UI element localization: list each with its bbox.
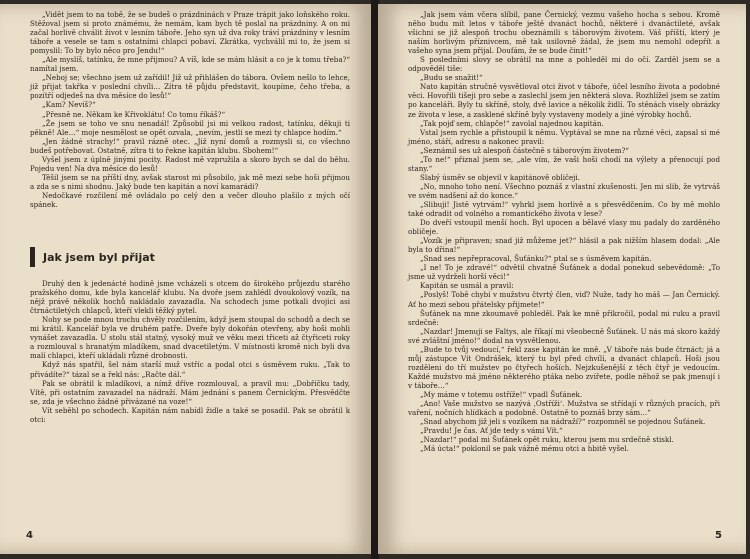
paragraph: Vít seběhl po schodech. Kapitán nám nabídl židle a také se posadil. Pak se obrátil k otci:	[30, 405, 350, 424]
paragraph: Pak se obrátil k mladíkovi, a nímž dříve rozmlouval, a pravil mu: „Dobříčku tady, Vítě, při ostatním zavazadel na nádraží. Mám jednání s panem Černickým. Přesvědčte se, zda je všechno žádné přivázané na voze!“	[30, 378, 350, 406]
paragraph: Nohy se pode mnou trochu chvěly rozčilením, když jsem stoupal do schodů a dech se mi krátil. Kancelář byla ve druhém patře. Dveře byly dokořán otevřeny, aby hoši mohli vynášet zavazadla. U stolu stál statný, vysoký muž ve věku mezi třiceti až čtyřiceti roky a rozmlouval s hranatým mladíkem, snad dvacetiletým. V místnosti kromě nich byli dva malí chlapci, kteří ukládali různé drobnosti.	[30, 315, 350, 361]
paragraph: „Nazdar! Jmenuji se Faltys, ale říkají mi všeobecně Šuťánek. U nás má skoro každý své zvláštní jméno!“ dodal na vysvětlenou.	[408, 326, 720, 345]
paragraph: „Nazdar!“ podal mi Šuťánek opět ruku, kterou jsem mu srdečně stiskl.	[420, 435, 674, 445]
paragraph: „Kam? Nevíš?“	[42, 100, 96, 110]
paragraph: Když nás spatřil, šel nám starší muž vstříc a podal otci s úsměvem ruku. „Tak to přivádíte?“ tázal se a řekl nás: „Račte dál.“	[30, 360, 350, 379]
paragraph: Vstal jsem rychle a přistoupil k němu. Vyptával se mne na různé věci, zapsal si mé jméno, stáří, adresu a nakonec pravil:	[408, 127, 720, 146]
left-bottom-text	[30, 279, 350, 424]
paragraph: „Má úcta!“ poklonil se pak vážně mému otci a hbitě vyšel.	[420, 444, 629, 454]
paragraph: Druhý den k jedenácté hodině jsme vcházeli s otcem do širokého průjezdu starého pražského domu, kde byla kancelář klubu. Na dvoře jsem zahlédl dvoukolový vozík, na nějž právě několik hochů nakládalo zavazadla. Na schodech jsme potkali dvojici asi čtrnáctiletých chlapců, kteří vlekli těžký pytel.	[30, 279, 350, 316]
paragraph: „Slibuji! Jistě vytrvám!“ vyhrkl jsem horlivě a s přesvědčením. Co by mě mohlo také odradit od volného a romantického života v lese?	[408, 199, 720, 219]
paragraph: Vyšel jsem z úplně jinými pocity. Radost mě vzpružila a skoro bych se dal do běhu. Pojedu ven! Na dva měsíce do lesů!	[30, 154, 350, 173]
paragraph: Šuťánek na mne zkoumavě pohleděl. Pak ke mně přikročil, podal mi ruku a pravil srdečně:	[408, 308, 720, 327]
paragraph: „Neboj se; všechno jsem už zařídil! Již už přihlášen do tábora. Ovšem nešlo to lehce, již přijat takřka v poslední chvíli… Zítra tě půjdu představit, koupíme, čeho třeba, a pozítří odjedeš na dva měsíce do lesů!“	[30, 73, 350, 101]
paragraph: „Snad ses nepřepracoval, Šuťánku?“ ptal se s úsměvem kapitán.	[420, 254, 652, 264]
chapter-title: Jak jsem byl přijat	[43, 250, 155, 264]
page-number-right: 5	[715, 529, 722, 541]
paragraph: „Seznámil ses už alespoň částečně s táborovým životem?“	[420, 145, 629, 155]
paragraph: „Poslyš! Tobě chybí v mužstvu čtvrtý člen, viď? Nuže, tady ho máš — Jan Černický. Ať ho mezi sebou přátelsky přijmete!“	[408, 290, 720, 309]
paragraph: „Ale myslíš, tatínku, že mne přijmou? A víš, kde se mám hlásit a co je k tomu třeba?“ namítal jsem.	[30, 55, 350, 74]
paragraph: „Přesně ne. Někam ke Křivoklátu! Co tomu říkáš?“	[42, 109, 226, 119]
chapter-heading	[30, 247, 350, 267]
paragraph: „Že jsem se toho ve snu nenadál! Způsobil jsi mi velkou radost, tatínku, děkuji ti pěkně! Ale…“ moje nesmělost se opět ozvala, „nevím, jestli se mezi ty chlapce hodím.“	[30, 118, 350, 137]
paragraph: „Jen žádné strachy!“ pravil rázně otec. „Již nyní domů a rozmysli si, co všechno budeš potřebovat. Ostatně, zítra ti to řekne kapitán klubu. Sbohem!“	[30, 136, 350, 155]
left-page	[0, 4, 372, 554]
paragraph: „To ne!“ přiznal jsem se, „ale vím, že vaši hoši chodí na výlety a přenocují pod stany.“	[408, 154, 720, 173]
paragraph: Těšil jsem se na příští dny, avšak starost mi působilo, jak mě mezi sebe hoši přijmou a zda se s nimi shodnu. Jaký bude ten kapitán a noví kamarádi?	[30, 172, 350, 191]
paragraph: S posledními slovy se obrátil na mne a pohleděl mi do očí. Zarděl jsem se a odpověděl tiše:	[408, 55, 720, 74]
paragraph: „Budu se snažit!“	[420, 73, 483, 83]
left-top-text	[30, 10, 350, 209]
paragraph: „Vidět jsem to na tobě, že se budeš o prázdninách v Praze trápit jako loňského roku. Stěžoval jsem si proto známému, že nemám, kam bych tě poslal na prázdniny. A on mi začal horlivě chválit život v lesním táboře. Jeho syn už dva roky tráví prázdniny v lesním táboře a vesele se tam s ostatními chlapci pobaví. Zkrátka, vychválil mi to, že jsem si pomyslil: To by bylo něco pro Jendu!“	[30, 10, 350, 56]
paragraph: „I ne! To je zdravé!“ odvětil chvatně Šuťánek a dodal ponekud sebevědomě: „To jsme už vydrželi horší věci!“	[408, 263, 720, 282]
right-text	[408, 10, 720, 453]
paragraph: „Jak jsem vám včera slíbil, pane Černický, vezmu vašeho hocha s sebou. Kromě něho budu mít letos v táboře ještě dvanáct hochů, některé i dvanáctileté, avšak všichni se již alespoň trochu obeznámili s táborovým životem. Váš příští, který je naším horlivým příznivcem, mě tak usilovně žádal, že jsem mu nemohl odepřít a vašeho syna jsem přijal. Doufám, že se bude činit!“	[408, 10, 720, 56]
paragraph: „Tak pojď sem, chlapče!“ zavolal najednou kapitán.	[420, 118, 604, 128]
paragraph: Do dveří vstoupil menší hoch. Byl upocen a bělavé vlasy mu padaly do zarděného obličeje.	[408, 218, 720, 237]
paragraph: „My máme v totemu ostříže!“ vpadl Šuťánek.	[420, 389, 583, 399]
heading-bar-decoration	[30, 247, 35, 267]
paragraph: Nedočkavé rozčilení mě ovládalo po celý den a večer dlouho plašilo z mých očí spánek.	[30, 190, 350, 209]
page-number-left: 4	[26, 529, 33, 541]
paragraph: Slabý úsměv se objevil v kapitánově obličeji.	[420, 172, 580, 182]
paragraph: „Ano! Vaše mužstvo se nazývá ‚Ostříži‘. Mužstva se střídají v různých pracích, při vaření, nočních hlídkách a podobně. Ostatně to poznáš brzy sám…“	[408, 399, 720, 418]
paragraph: „Pravdu! Je čas. Ať jde tedy s vámi Vít.“	[420, 426, 563, 436]
right-page	[378, 4, 746, 554]
paragraph: „Snad abychom již jeli s vozíkem na nádraží?“ rozpomněl se pojednou Šuťánek.	[420, 417, 706, 427]
paragraph: „Bude to tvůj vedoucí,“ řekl zase kapitán ke mně. „V táboře nás bude čtrnáct; já a můj zástupce Vít Ondrášek, který tu byl před chvílí, a dvanáct chlapců. Hoši jsou rozděleni do tří mužstev po čtyřech hoších. Nejzkušenější z těch čtyř je vedoucím. Každé mužstvo má jméno některého ptáka nebo zvířete, podle něhož se pak jmenují i v táboře…“	[408, 344, 720, 390]
paragraph: Kapitán se usmál a pravil:	[420, 281, 514, 291]
paragraph: „No, mnoho toho není. Všechno poznáš z vlastní zkušenosti. Jen mi slib, že vytrváš ve svém nadšení až do konce.“	[408, 181, 720, 200]
paragraph: „Vozík je připraven; snad již můžeme jet?“ hlásil a pak nižším hlasem dodal: „Ale byla to dřina!“	[408, 236, 720, 255]
paragraph: Nato kapitán stručně vysvětloval otci život v táboře, účel lesního života a podobné věci. Hovořili tišeji pro sebe a zaslechl jsem jen některá slova. Rozhlížel jsem se zatím po kanceláři. Byly tu skříně, stoly, dvě lavice a několik židlí. To stěnách visely obrázky ze života v lese, a zasklené skříně byly vystaveny modely a jiné výrobky hochů.	[408, 82, 720, 119]
